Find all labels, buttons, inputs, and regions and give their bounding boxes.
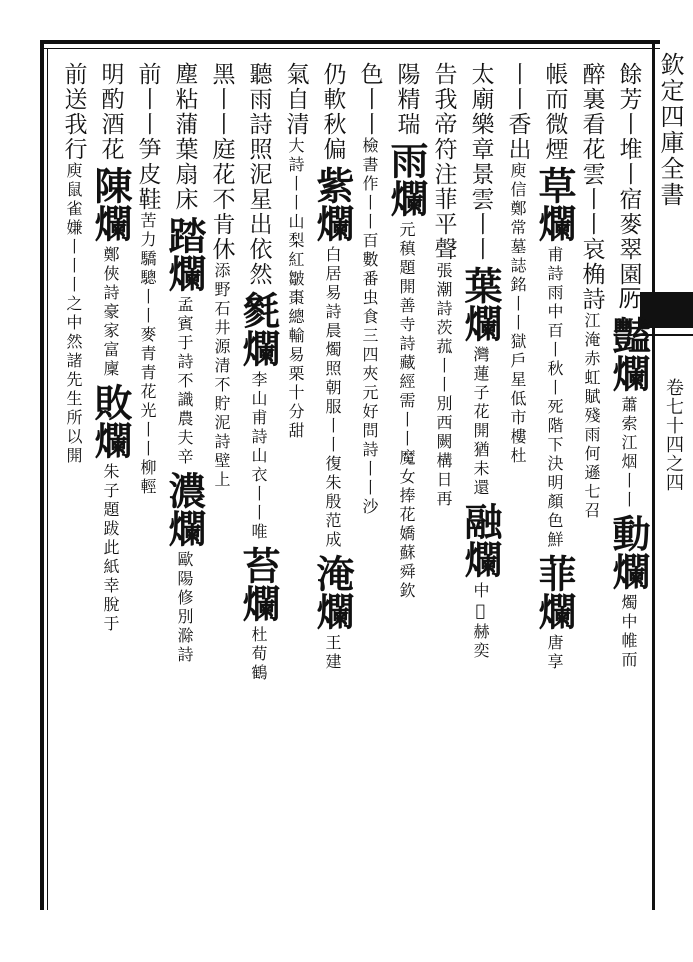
body-text: 陽精瑞 [393,62,420,137]
top-border-inner [40,48,660,49]
running-head-text: 欽定四庫全書 [656,52,684,208]
annotation-text: 庾鼠雀嫌丨丨 [64,162,83,276]
text-column [458,62,503,910]
annotation-text: 唐享 [545,634,564,672]
headword: 濃爛 [162,471,207,547]
annotation-text: 江淹赤虹賦殘雨 [582,312,601,445]
text-column [606,62,651,910]
body-text: 氣自清 [282,62,309,137]
text-column [162,62,207,910]
body-text: 色丨丨 [356,62,383,137]
body-text: 醉裏看花雲丨丨哀桷詩 [578,62,605,312]
left-border [40,40,44,910]
body-text: 黑丨丨庭花不肯休 [208,62,235,262]
annotation-text: 檢書作丨丨百數番虫食三四夾元好問詩丨丨沙 [360,137,379,517]
left-border-inner [47,48,48,910]
headword: 敗爛 [88,383,133,459]
annotation-text: 詩壁上 [212,433,231,490]
text-column [236,62,281,910]
text-column [425,62,461,910]
headword: 苔爛 [236,546,281,622]
annotation-text: 元稹題開善寺詩藏經需丨丨魔女捧花嬌蘇舜欽 [397,221,416,601]
juan-label [655,378,691,558]
headword: 紫爛 [310,166,355,242]
annotation-text: 添野石井源清不貯泥 [212,262,231,433]
annotation-text: 朱子題跋此紙幸脫于 [101,463,120,634]
text-column [532,62,577,910]
annotation-text: 孟賓于詩不識農夫辛 [175,296,194,467]
headword: 淹爛 [310,554,355,630]
text-column [351,62,387,910]
body-text: 聽雨詩照泥星出依然 [245,62,272,287]
body-text: 丨丨香出 [504,62,531,162]
text-column [310,62,355,910]
headword: 雨爛 [384,141,429,217]
annotation-text: 花光丨丨柳輕 [138,383,157,497]
annotation-text: 甫詩雨中百丨秋丨死階下決明顏色鮮 [545,246,564,550]
juan-label-text: 卷七十四之四 [663,378,684,492]
body-text: 仍軟秋偏 [319,62,346,162]
annotation-text: 丨之中然諸先生所以開 [64,276,83,466]
annotation-text: 庾信鄭常墓誌銘丨丨獄戶星低市樓杜 [508,162,527,466]
annotation-text: 燭中帷而 [619,594,638,670]
headword: 菲爛 [532,554,577,630]
body-text: 塵粘蒲葉扇床 [171,62,198,212]
annotation-text: 闕構日再 [434,433,453,509]
text-column [129,62,165,910]
annotation-text: 鄭俠詩豪家富廩 [101,246,120,379]
body-text: 告我帝符注菲平聲 [430,62,457,262]
annotation-text: 大詩丨丨山梨紅皺棗總輸易栗十分甜 [286,137,305,441]
headword: 融爛 [458,502,503,578]
text-column [277,62,313,910]
annotation-text: 張潮詩茨菰丨丨別西 [434,262,453,433]
annotation-text: 中𭈉赫奕 [471,582,490,661]
annotation-text: 歐陽修別滁詩 [175,551,194,665]
annotation-text: 蕭索江烟丨丨 [619,396,638,510]
headword: 草爛 [532,166,577,242]
text-column [55,62,91,910]
body-text: 前送我行 [60,62,87,162]
text-column [499,62,535,910]
body-text: 太廟樂章景雲丨丨 [467,62,494,262]
body-text: 明酌酒花 [97,62,124,162]
annotation-text: 苦力驕驄丨丨麥青青 [138,212,157,383]
annotation-text: 王建 [323,634,342,672]
text-column [573,62,609,910]
annotation-text: 灣蓮子花開猶未還 [471,346,490,498]
text-column [88,62,133,910]
annotation-text: 白居易詩晨燭照朝服丨丨復朱殷范成 [323,246,342,550]
annotation-text: 李山甫詩山衣丨丨唯 [249,371,268,542]
body-text: 餘芳丨堆丨宿麥翠園𠩄 [615,62,642,312]
text-column [203,62,239,910]
annotation-text: 何遜七召 [582,445,601,521]
headword: 毿爛 [236,291,281,367]
top-border [40,40,660,44]
headword: 陳爛 [88,166,133,242]
body-text: 帳而微煙 [541,62,568,162]
headword: 動爛 [606,514,651,590]
running-head [647,52,693,312]
body-text: 前丨丨笋皮鞋 [134,62,161,212]
headword: 豔爛 [606,316,651,392]
headword: 葉爛 [458,266,503,342]
headword: 踏爛 [162,216,207,292]
text-column [384,62,429,910]
annotation-text: 杜荀鶴 [249,626,268,683]
